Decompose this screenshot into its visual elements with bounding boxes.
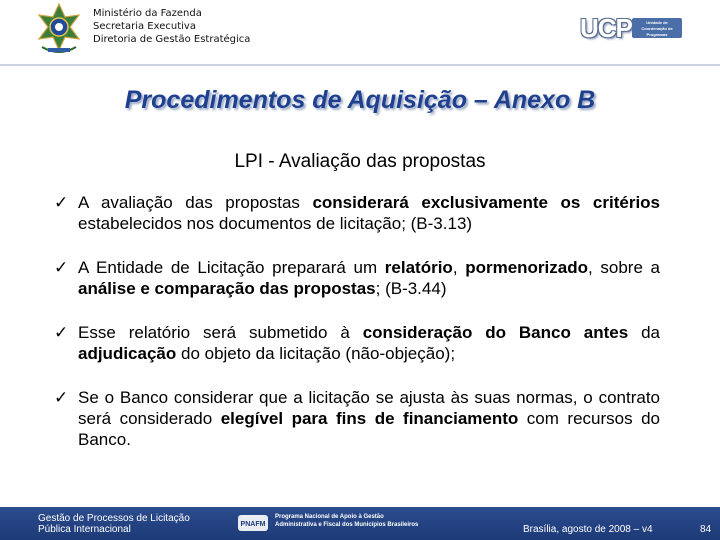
ministry-line-1: Ministério da Fazenda <box>93 8 202 19</box>
ucp-sub-1: Unidade de <box>646 20 668 25</box>
ministry-line-3: Diretoria de Gestão Estratégica <box>93 34 251 45</box>
checkmark-icon: ✓ <box>54 388 69 407</box>
ministry-text <box>93 7 250 46</box>
bullet-text: A Entidade de Licitação preparará um relatório, pormenorizado, sobre a análise e comparação das propostas; (B-3.44) <box>78 258 661 298</box>
checkmark-icon: ✓ <box>54 258 69 277</box>
checkmark-icon: ✓ <box>54 323 69 342</box>
brazil-coat-of-arms-icon <box>34 3 84 55</box>
bullet-list <box>54 192 660 473</box>
pnafm-logo-text: PNAFM <box>240 521 266 528</box>
slide-subtitle: LPI - Avaliação das propostas <box>234 151 486 172</box>
page-number: 84 <box>700 524 712 535</box>
bullet-text: Esse relatório será submetido à consideração do Banco antes da adjudicação do objeto da licitação (não-objeção); <box>78 323 661 363</box>
checkmark-icon: ✓ <box>54 193 69 212</box>
bullet-text: Se o Banco considerar que a licitação se ajusta às suas normas, o contrato será considerado elegível para fins de financiamento com recursos do Banco. <box>78 388 661 449</box>
pnafm-logo-icon <box>238 515 268 531</box>
footer-program-name: Programa Nacional de Apoio à Gestão Administrativa e Fiscal dos Municípios Brasileiros <box>275 514 419 528</box>
slide-title: Procedimentos de Aquisição – Anexo B <box>124 86 596 114</box>
ucp-logo-text: UCP <box>580 13 632 43</box>
slide-footer <box>0 507 720 540</box>
ucp-sub-2: Coordenação de <box>641 26 673 31</box>
bullet-text: A avaliação das propostas considerará exclusivamente os critérios estabelecidos nos documentos de licitação; (B-3.13) <box>78 193 661 233</box>
bullet-item <box>54 192 660 234</box>
bullet-item <box>54 322 660 364</box>
header-divider <box>0 64 720 66</box>
ucp-sub-3: Programas <box>646 32 668 37</box>
ministry-line-2: Secretaria Executiva <box>93 21 196 32</box>
bullet-item <box>54 387 660 450</box>
slide-header <box>0 0 720 62</box>
footer-date: Brasília, agosto de 2008 – v4 <box>523 524 653 535</box>
ucp-logo <box>580 14 690 44</box>
ucp-logo-block <box>632 18 682 38</box>
footer-course-title: Gestão de Processos de Licitação Pública Internacional <box>38 513 190 535</box>
bullet-item <box>54 257 660 299</box>
